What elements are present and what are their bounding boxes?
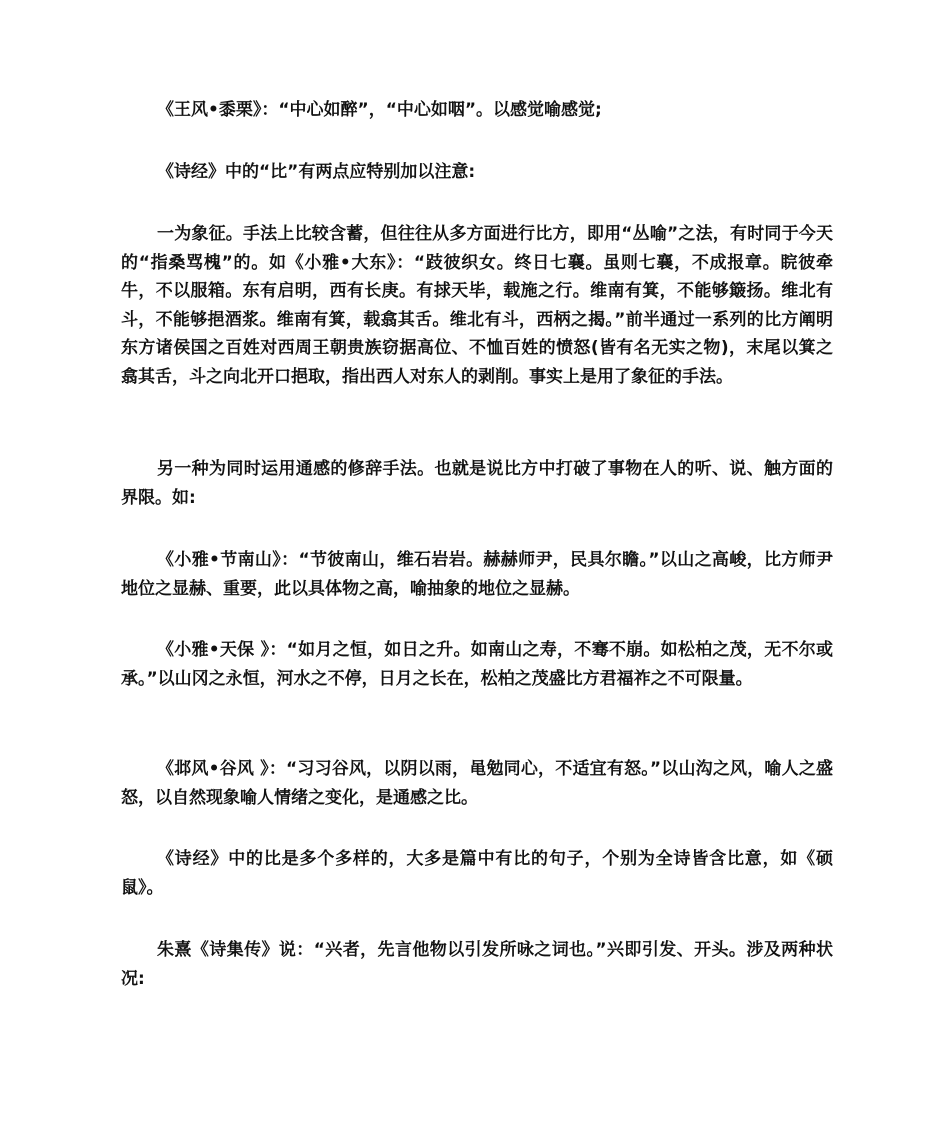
paragraph-symbolism: 一为象征。手法上比较含蓄，但往往从多方面进行比方，即用“丛喻”之法，有时同于今天的“指桑骂槐”的。如《小雅•大东》：“跂彼织女。终日七襄。虽则七襄，不成报章。睆彼牵牛，不以服箱。东有启明，西有长庚。有捄天毕，载施之行。维南有箕，不能够簸扬。维北有斗，不能够挹酒浆。维南有箕，载翕其舌。维北有斗，西柄之揭。”前半通过一系列的比方阐明东方诸侯国之百姓对西周王朝贵族窃据高位、不恤百姓的愤怒(皆有名无实之物)，末尾以箕之翕其舌，斗之向北开口挹取，指出西人对东人的剥削。事实上是用了象征的手法。 xyxy=(121,224,833,387)
paragraph-zhuxi: 朱熹《诗集传》说：“兴者，先言他物以引发所咏之词也。”兴即引发、开头。涉及两种状况: xyxy=(121,940,833,989)
paragraph-shuoshu: 《诗经》中的比是多个多样的，大多是篇中有比的句子，个别为全诗皆含比意，如《硕鼠》。 xyxy=(121,849,833,898)
paragraph-gufeng: 《邶风•谷风 》：“习习谷风，以阴以雨，黾勉同心，不适宜有怒。”以山沟之风，喻人之盛怒，以自然现象喻人情绪之变化，是通感之比。 xyxy=(121,759,833,808)
paragraph-synesthesia: 另一种为同时运用通感的修辞手法。也就是说比方中打破了事物在人的听、说、触方面的界限。如: xyxy=(121,459,833,508)
paragraph-bi-two-points: 《诗经》中的“比”有两点应特别加以注意: xyxy=(157,162,476,182)
paragraph-tianbao: 《小雅•天保 》：“如月之恒，如日之升。如南山之寿，不骞不崩。如松柏之茂，无不尔或承。”以山冈之永恒，河水之不停，日月之长在，松柏之茂盛比方君福祚之不可限量。 xyxy=(121,640,833,689)
paragraph-wangfeng: 《王风•黍栗》：“中心如醉”，“中心如咽”。以感觉喻感觉; xyxy=(157,100,602,120)
paragraph-jienanshan: 《小雅•节南山》：“节彼南山，维石岩岩。赫赫师尹，民具尔瞻。”以山之高峻，比方师尹地位之显赫、重要，此以具体物之高，喻抽象的地位之显赫。 xyxy=(121,550,833,599)
